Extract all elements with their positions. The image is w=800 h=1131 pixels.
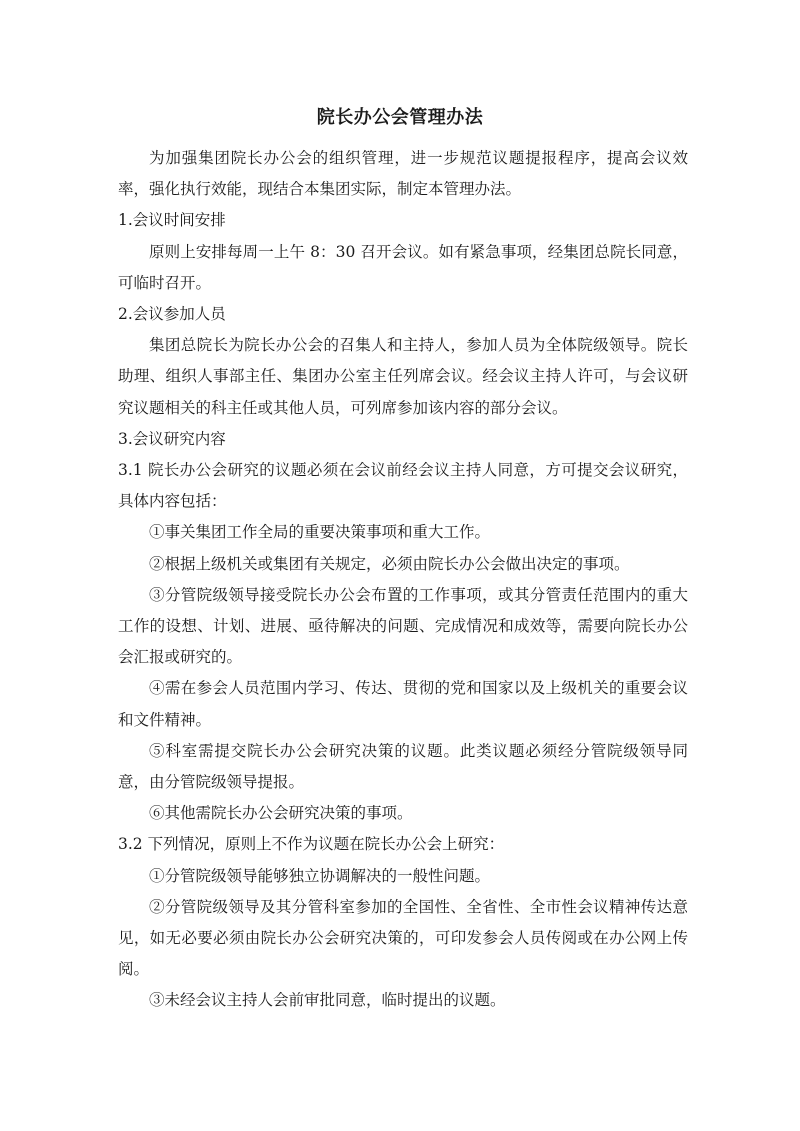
list-item: ⑥其他需院长办公会研究决策的事项。: [149, 804, 413, 823]
section-heading-meeting-time: 1.会议时间安排: [118, 211, 226, 230]
section-heading-attendees: 2.会议参加人员: [118, 305, 226, 324]
list-item: ③分管院级领导接受院长办公会布置的工作事项，或其分管责任范围内的重大工作的设想、计划、进展、亟待解决的问题、完成情况和成效等，需要向院长办公会汇报或研究的。: [118, 585, 688, 667]
list-item: ②根据上级机关或集团有关规定，必须由院长办公会做出决定的事项。: [149, 554, 630, 573]
section-heading-research-content: 3.会议研究内容: [118, 429, 226, 448]
list-item: ②分管院级领导及其分管科室参加的全国性、全省性、全市性会议精神传达意见，如无必要必须由院长办公会研究决策的，可印发参会人员传阅或在办公网上传阅。: [118, 897, 688, 979]
paragraph-attendees: 集团总院长为院长办公会的召集人和主持人，参加人员为全体院级领导。院长助理、组织人事部主任、集团办公室主任列席会议。经会议主持人许可，与会议研究议题相关的科主任或其他人员，可列席参加该内容的部分会议。: [118, 336, 688, 417]
clause-3-1: 3.1 院长办公会研究的议题必须在会议前经会议主持人同意，方可提交会议研究，具体内容包括：: [118, 461, 688, 511]
list-item: ①分管院级领导能够独立协调解决的一般性问题。: [149, 866, 491, 885]
list-item: ①事关集团工作全局的重要决策事项和重大工作。: [149, 523, 491, 542]
document-title: 院长办公会管理办法: [316, 107, 484, 128]
paragraph-intro: 为加强集团院长办公会的组织管理，进一步规范议题提报程序，提高会议效率，强化执行效能，现结合本集团实际，制定本管理办法。: [118, 149, 688, 199]
list-item: ④需在参会人员范围内学习、传达、贯彻的党和国家以及上级机关的重要会议和文件精神。: [118, 679, 688, 729]
clause-3-2: 3.2 下列情况，原则上不作为议题在院长办公会上研究：: [118, 835, 505, 854]
document-body: [118, 143, 688, 1017]
paragraph-meeting-time: 原则上安排每周一上午 8：30 召开会议。如有紧急事项，经集团总院长同意，可临时召开。: [118, 242, 688, 292]
list-item: ⑤科室需提交院长办公会研究决策的议题。此类议题必须经分管院级领导同意，由分管院级领导提报。: [118, 741, 688, 792]
list-item: ③未经会议主持人会前审批同意，临时提出的议题。: [149, 991, 506, 1010]
